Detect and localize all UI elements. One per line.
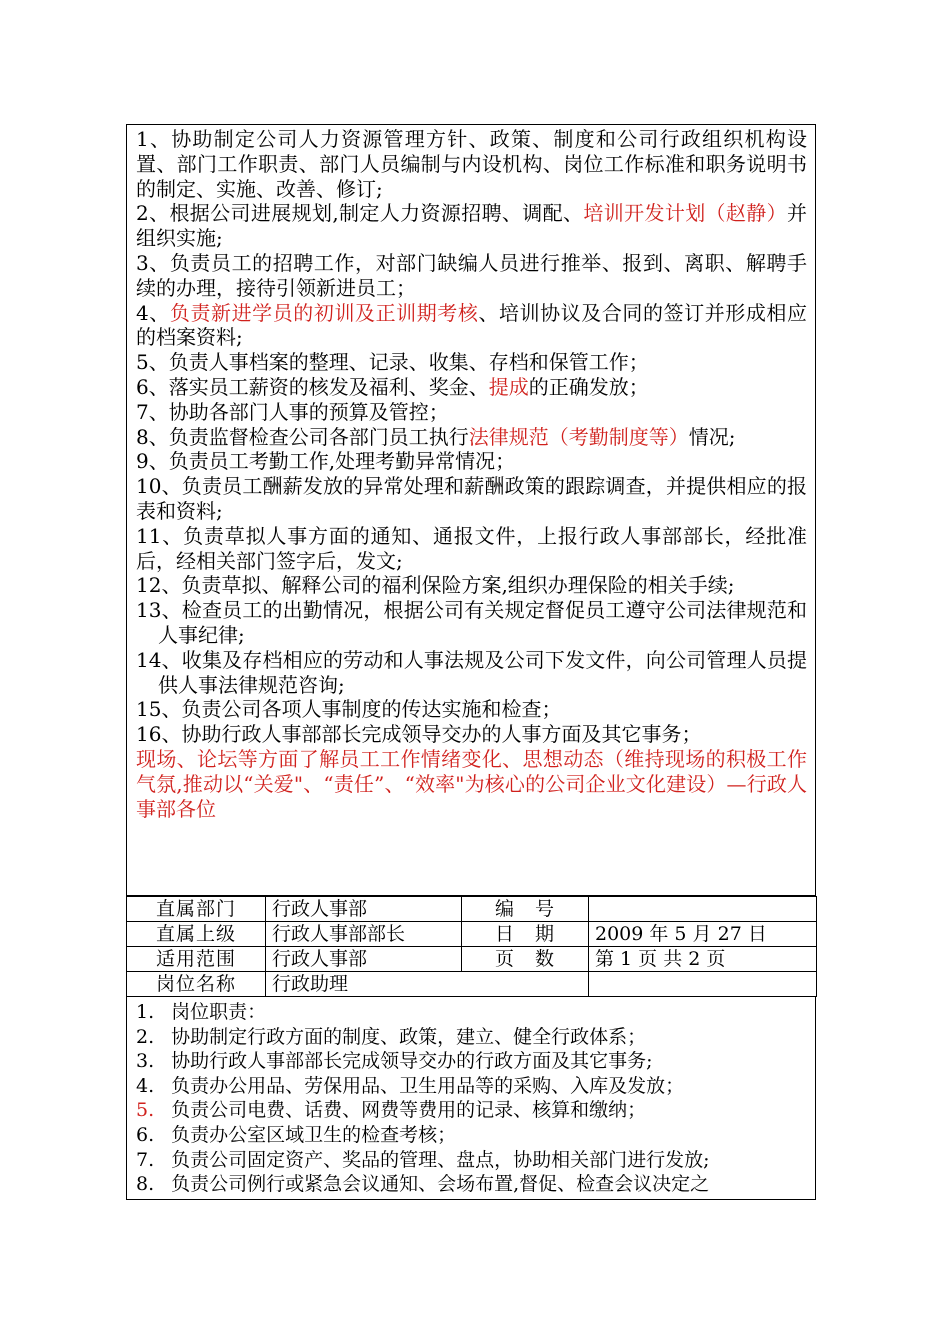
empty-cell bbox=[589, 972, 817, 997]
duty-text: 10、负责员工酬薪发放的异常处理和薪酬政策的跟踪调查，并提供相应的报表和资料; bbox=[136, 474, 807, 523]
list-item bbox=[136, 1123, 807, 1148]
superior-value: 行政人事部部长 bbox=[266, 922, 462, 947]
position-info-table bbox=[126, 896, 817, 997]
duty-item bbox=[136, 425, 807, 450]
duties-box bbox=[126, 124, 816, 896]
table-row bbox=[127, 922, 817, 947]
code-value bbox=[589, 897, 817, 922]
page-label: 页 数 bbox=[462, 947, 589, 972]
scope-value: 行政人事部 bbox=[266, 947, 462, 972]
item-number: 6. bbox=[136, 1123, 155, 1146]
scope-label: 适用范围 bbox=[127, 947, 266, 972]
duty-item bbox=[136, 400, 807, 425]
duty-text: 、培训协议及合同的签订并形成相应的档案资料; bbox=[136, 300, 807, 350]
duty-item bbox=[136, 747, 807, 821]
list-item bbox=[136, 1000, 807, 1025]
post-value: 行政助理 bbox=[266, 972, 589, 997]
date-label: 日 期 bbox=[462, 922, 589, 947]
item-text: 协助行政人事部部长完成领导交办的行政方面及其它事务; bbox=[171, 1050, 653, 1073]
item-text: 负责公司电费、话费、网费等费用的记录、核算和缴纳； bbox=[171, 1099, 647, 1122]
duty-text: 8、负责监督检查公司各部门员工执行 bbox=[136, 424, 469, 449]
duty-item bbox=[136, 127, 807, 201]
highlighted-text: 现场、论坛等方面了解员工工作情绪变化、思想动态（维持现场的积极工作气氛,推动以“关爱"、“责任”、“效率"为核心的公司企业文化建设）—行政人事部各位 bbox=[136, 746, 807, 821]
duty-item bbox=[136, 722, 807, 747]
duty-text: 12、负责草拟、解释公司的福利保险方案,组织办理保险的相关手续; bbox=[136, 573, 735, 598]
duty-item bbox=[136, 524, 807, 574]
superior-label: 直属上级 bbox=[127, 922, 266, 947]
responsibilities-list bbox=[136, 1000, 807, 1197]
item-number: 5. bbox=[136, 1099, 155, 1122]
responsibilities-box bbox=[126, 997, 816, 1200]
item-number: 3. bbox=[136, 1050, 155, 1073]
dept-value: 行政人事部 bbox=[266, 897, 462, 922]
table-row bbox=[127, 972, 817, 997]
duty-text: 6、落实员工薪资的核发及福利、奖金、 bbox=[136, 374, 489, 399]
duty-text: 2、根据公司进展规划,制定人力资源招聘、调配、 bbox=[136, 201, 584, 226]
page-value: 第 1 页 共 2 页 bbox=[589, 947, 817, 972]
list-item bbox=[136, 1074, 807, 1099]
item-text: 岗位职责： bbox=[171, 1001, 267, 1023]
item-text: 协助制定行政方面的制度、政策，建立、健全行政体系； bbox=[171, 1025, 647, 1048]
duty-text: 情况; bbox=[688, 424, 736, 449]
duty-text: 7、协助各部门人事的预算及管控； bbox=[136, 399, 449, 424]
duty-text: 的正确发放； bbox=[528, 374, 649, 399]
list-item bbox=[136, 1025, 807, 1050]
highlighted-text: 负责新进学员的初训及正训期考核 bbox=[169, 300, 479, 325]
item-text: 负责办公室区域卫生的检查考核； bbox=[171, 1123, 457, 1146]
duty-text: 4、 bbox=[136, 300, 170, 325]
highlighted-text: 提成 bbox=[488, 374, 529, 399]
list-item bbox=[136, 1098, 807, 1123]
duty-item bbox=[136, 697, 807, 722]
dept-label: 直属部门 bbox=[127, 897, 266, 922]
item-number: 2. bbox=[136, 1025, 155, 1048]
item-number: 4. bbox=[136, 1074, 155, 1097]
duty-item bbox=[136, 449, 807, 474]
highlighted-text: 法律规范（考勤制度等） bbox=[468, 424, 689, 449]
duty-item bbox=[136, 350, 807, 375]
duty-text: 16、协助行政人事部部长完成领导交办的人事方面及其它事务； bbox=[136, 722, 702, 747]
date-value: 2009 年 5 月 27 日 bbox=[589, 922, 817, 947]
duty-text: 5、负责人事档案的整理、记录、收集、存档和保管工作； bbox=[136, 350, 649, 375]
duties-list bbox=[136, 127, 807, 821]
list-item bbox=[136, 1148, 807, 1173]
duty-text: 1、协助制定公司人力资源管理方针、政策、制度和公司行政组织机构设置、部门工作职责、部门人员编制与内设机构、岗位工作标准和职务说明书的制定、实施、改善、修订; bbox=[136, 127, 807, 201]
duty-item bbox=[136, 375, 807, 400]
duty-text: 14、收集及存档相应的劳动和人事法规及公司下发文件，向公司管理人员提供人事法律规范咨询; bbox=[136, 647, 807, 697]
list-item bbox=[136, 1049, 807, 1074]
item-number: 1. bbox=[136, 1001, 155, 1023]
item-text: 负责公司固定资产、奖品的管理、盘点，协助相关部门进行发放; bbox=[171, 1148, 710, 1171]
list-item bbox=[136, 1172, 807, 1197]
duty-item bbox=[136, 474, 807, 524]
duty-text: 11、负责草拟人事方面的通知、通报文件，上报行政人事部部长，经批准后，经相关部门签字后，发文; bbox=[136, 523, 807, 573]
code-label: 编 号 bbox=[462, 897, 589, 922]
document-page bbox=[126, 124, 816, 1200]
duty-item bbox=[136, 201, 807, 251]
duty-text: 13、检查员工的出勤情况，根据公司有关规定督促员工遵守公司法律规范和人事纪律; bbox=[136, 598, 807, 647]
duty-item bbox=[136, 301, 807, 351]
duty-text: 9、负责员工考勤工作,处理考勤异常情况； bbox=[136, 449, 516, 474]
duty-item bbox=[136, 598, 807, 648]
duty-text: 15、负责公司各项人事制度的传达实施和检查； bbox=[136, 697, 562, 722]
table-row bbox=[127, 947, 817, 972]
duty-item bbox=[136, 648, 807, 698]
item-text: 负责公司例行或紧急会议通知、会场布置,督促、检查会议决定之 bbox=[171, 1173, 710, 1196]
table-row bbox=[127, 897, 817, 922]
item-number: 8. bbox=[136, 1173, 155, 1196]
highlighted-text: 培训开发计划（赵静） bbox=[583, 201, 787, 226]
duty-item bbox=[136, 251, 807, 301]
post-label: 岗位名称 bbox=[127, 972, 266, 997]
item-number: 7. bbox=[136, 1148, 155, 1171]
item-text: 负责办公用品、劳保用品、卫生用品等的采购、入库及发放； bbox=[171, 1074, 685, 1097]
duty-item bbox=[136, 573, 807, 598]
duty-text: 3、负责员工的招聘工作，对部门缺编人员进行推举、报到、离职、解聘手续的办理，接待引领新进员工； bbox=[136, 250, 807, 300]
duty-text: 并组织实施; bbox=[136, 201, 807, 251]
